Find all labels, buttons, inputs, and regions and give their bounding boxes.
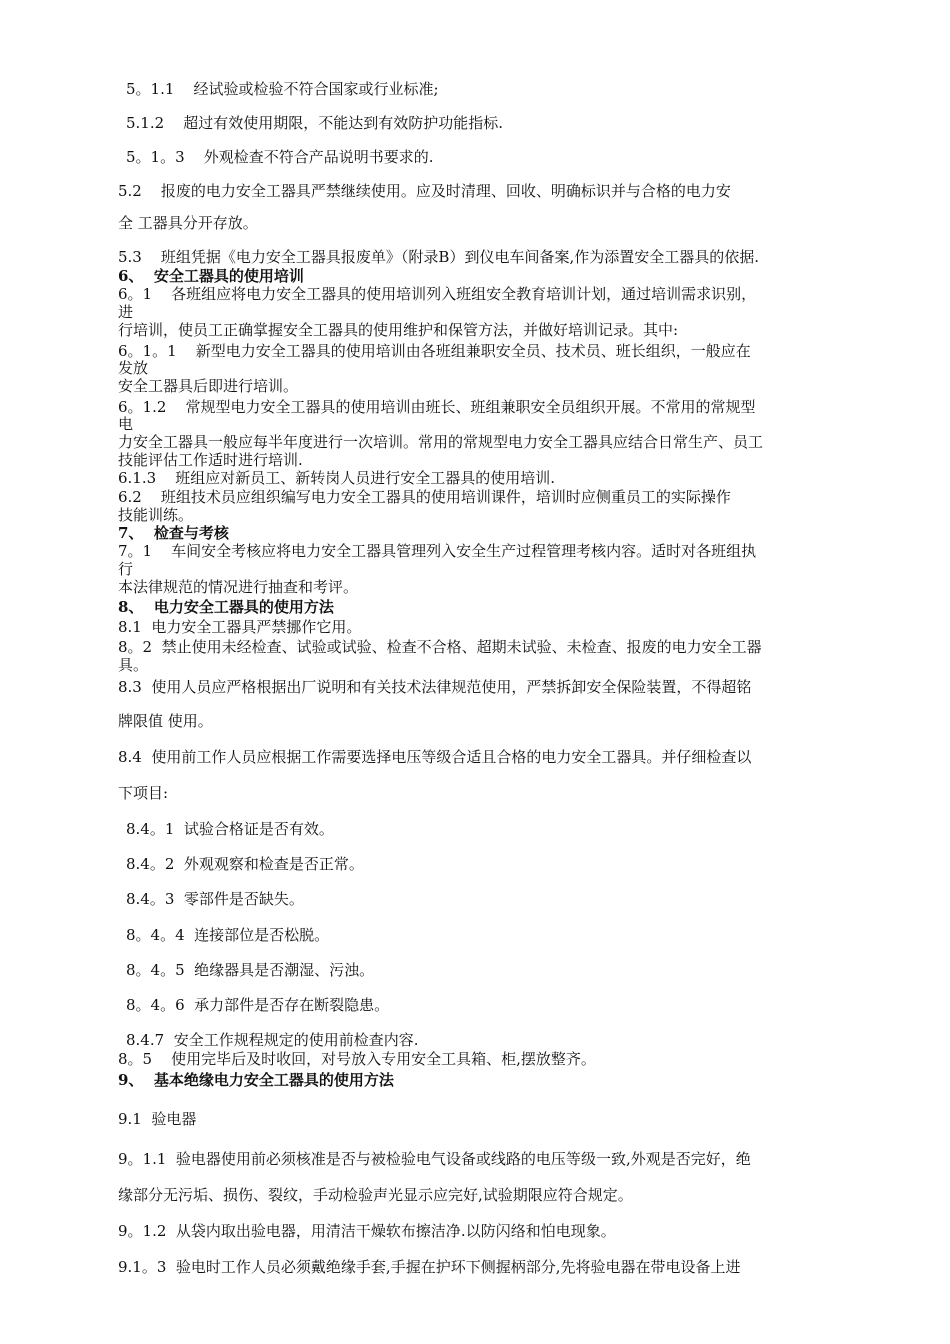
text-line: 5.1.2 超过有效使用期限，不能达到有效防护功能指标. (126, 114, 504, 132)
text-line: 技能评估工作适时进行培训. (118, 451, 303, 469)
text-line: 牌限值 使用。 (118, 712, 213, 730)
text-line: 8。4。5 绝缘器具是否潮湿、污浊。 (126, 961, 375, 979)
section-heading: 8、 电力安全工器具的使用方法 (118, 598, 334, 616)
text-line: 行 (118, 560, 134, 578)
text-line: 6。1 各班组应将电力安全工器具的使用培训列入班组安全教育培训计划，通过培训需求识别， (118, 285, 757, 303)
section-heading: 6、 安全工器具的使用培训 (118, 267, 304, 285)
text-line: 8.4。3 零部件是否缺失。 (126, 890, 304, 908)
text-line: 5.2 报废的电力安全工器具严禁继续使用。应及时清理、回收、明确标识并与合格的电力安 (118, 182, 731, 200)
text-line: 5.3 班组凭据《电力安全工器具报废单》（附录B）到仪电车间备案,作为添置安全工器具的依据. (118, 248, 759, 266)
section-heading: 7、 检查与考核 (118, 524, 229, 542)
text-line: 8。5 使用完毕后及时收回，对号放入专用安全工具箱、柜,摆放整齐。 (118, 1050, 596, 1068)
text-line: 8。2 禁止使用未经检查、试验或试验、检查不合格、超期未试验、未检查、报废的电力安全工器 (118, 638, 762, 656)
text-line: 电 (118, 415, 134, 433)
text-line: 6.2 班组技术员应组织编写电力安全工器具的使用培训课件，培训时应侧重员工的实际操作 (118, 488, 731, 506)
text-line: 8.4.7 安全工作规程规定的使用前检查内容. (126, 1031, 419, 1049)
text-line: 技能训练。 (118, 506, 194, 524)
text-line: 6。1。1 新型电力安全工器具的使用培训由各班组兼职安全员、技术员、班长组织，一般应在 (118, 342, 751, 360)
text-line: 8.4。1 试验合格证是否有效。 (126, 820, 334, 838)
text-line: 9.1 验电器 (118, 1110, 197, 1128)
section-heading: 9、 基本绝缘电力安全工器具的使用方法 (118, 1071, 394, 1089)
text-line: 5。1.1 经试验或检验不符合国家或行业标准; (126, 80, 439, 98)
text-line: 缘部分无污垢、损伤、裂纹，手动检验声光显示应完好,试验期限应符合规定。 (118, 1186, 633, 1204)
text-line: 8.4。2 外观观察和检查是否正常。 (126, 855, 364, 873)
text-line: 下项目: (118, 784, 169, 802)
text-line: 进 (118, 303, 134, 321)
text-line: 发放 (118, 359, 149, 377)
text-line: 力安全工器具一般应每半年度进行一次培训。常用的常规型电力安全工器具应结合日常生产、员工 (118, 433, 764, 451)
text-line: 行培训，使员工正确掌握安全工器具的使用维护和保管方法，并做好培训记录。其中: (118, 321, 679, 339)
text-line: 9。1.2 从袋内取出验电器，用清洁干燥软布擦洁净.以防闪络和怕电现象。 (118, 1222, 616, 1240)
text-line: 8。4。4 连接部位是否松脱。 (126, 926, 330, 944)
text-line: 本法律规范的情况进行抽查和考评。 (118, 578, 359, 596)
text-line: 8。4。6 承力部件是否存在断裂隐患。 (126, 996, 390, 1014)
text-line: 9。1.1 验电器使用前必须核准是否与被检验电气设备或线路的电压等级一致,外观是否完好，绝 (118, 1150, 751, 1168)
text-line: 具。 (118, 656, 149, 674)
text-line: 8.4 使用前工作人员应根据工作需要选择电压等级合适且合格的电力安全工器具。并仔细检查以 (118, 748, 752, 766)
text-line: 全 工器具分开存放。 (118, 214, 258, 232)
text-line: 6.1.3 班组应对新员工、新转岗人员进行安全工器具的使用培训. (118, 469, 556, 487)
text-line: 6。1.2 常规型电力安全工器具的使用培训由班长、班组兼职安全员组织开展。不常用的常规型 (118, 398, 756, 416)
text-line: 5。1。3 外观检查不符合产品说明书要求的. (126, 148, 434, 166)
text-line: 8.3 使用人员应严格根据出厂说明和有关技术法律规范使用，严禁拆卸安全保险装置，不得超铭 (118, 678, 752, 696)
text-line: 9.1。3 验电时工作人员必须戴绝缘手套,手握在护环下侧握柄部分,先将验电器在带电设备上进 (118, 1258, 741, 1276)
text-line: 8.1 电力安全工器具严禁挪作它用。 (118, 618, 362, 636)
text-line: 安全工器具后即进行培训。 (118, 377, 299, 395)
text-line: 7。1 车间安全考核应将电力安全工器具管理列入安全生产过程管理考核内容。适时对各班组执 (118, 542, 757, 560)
